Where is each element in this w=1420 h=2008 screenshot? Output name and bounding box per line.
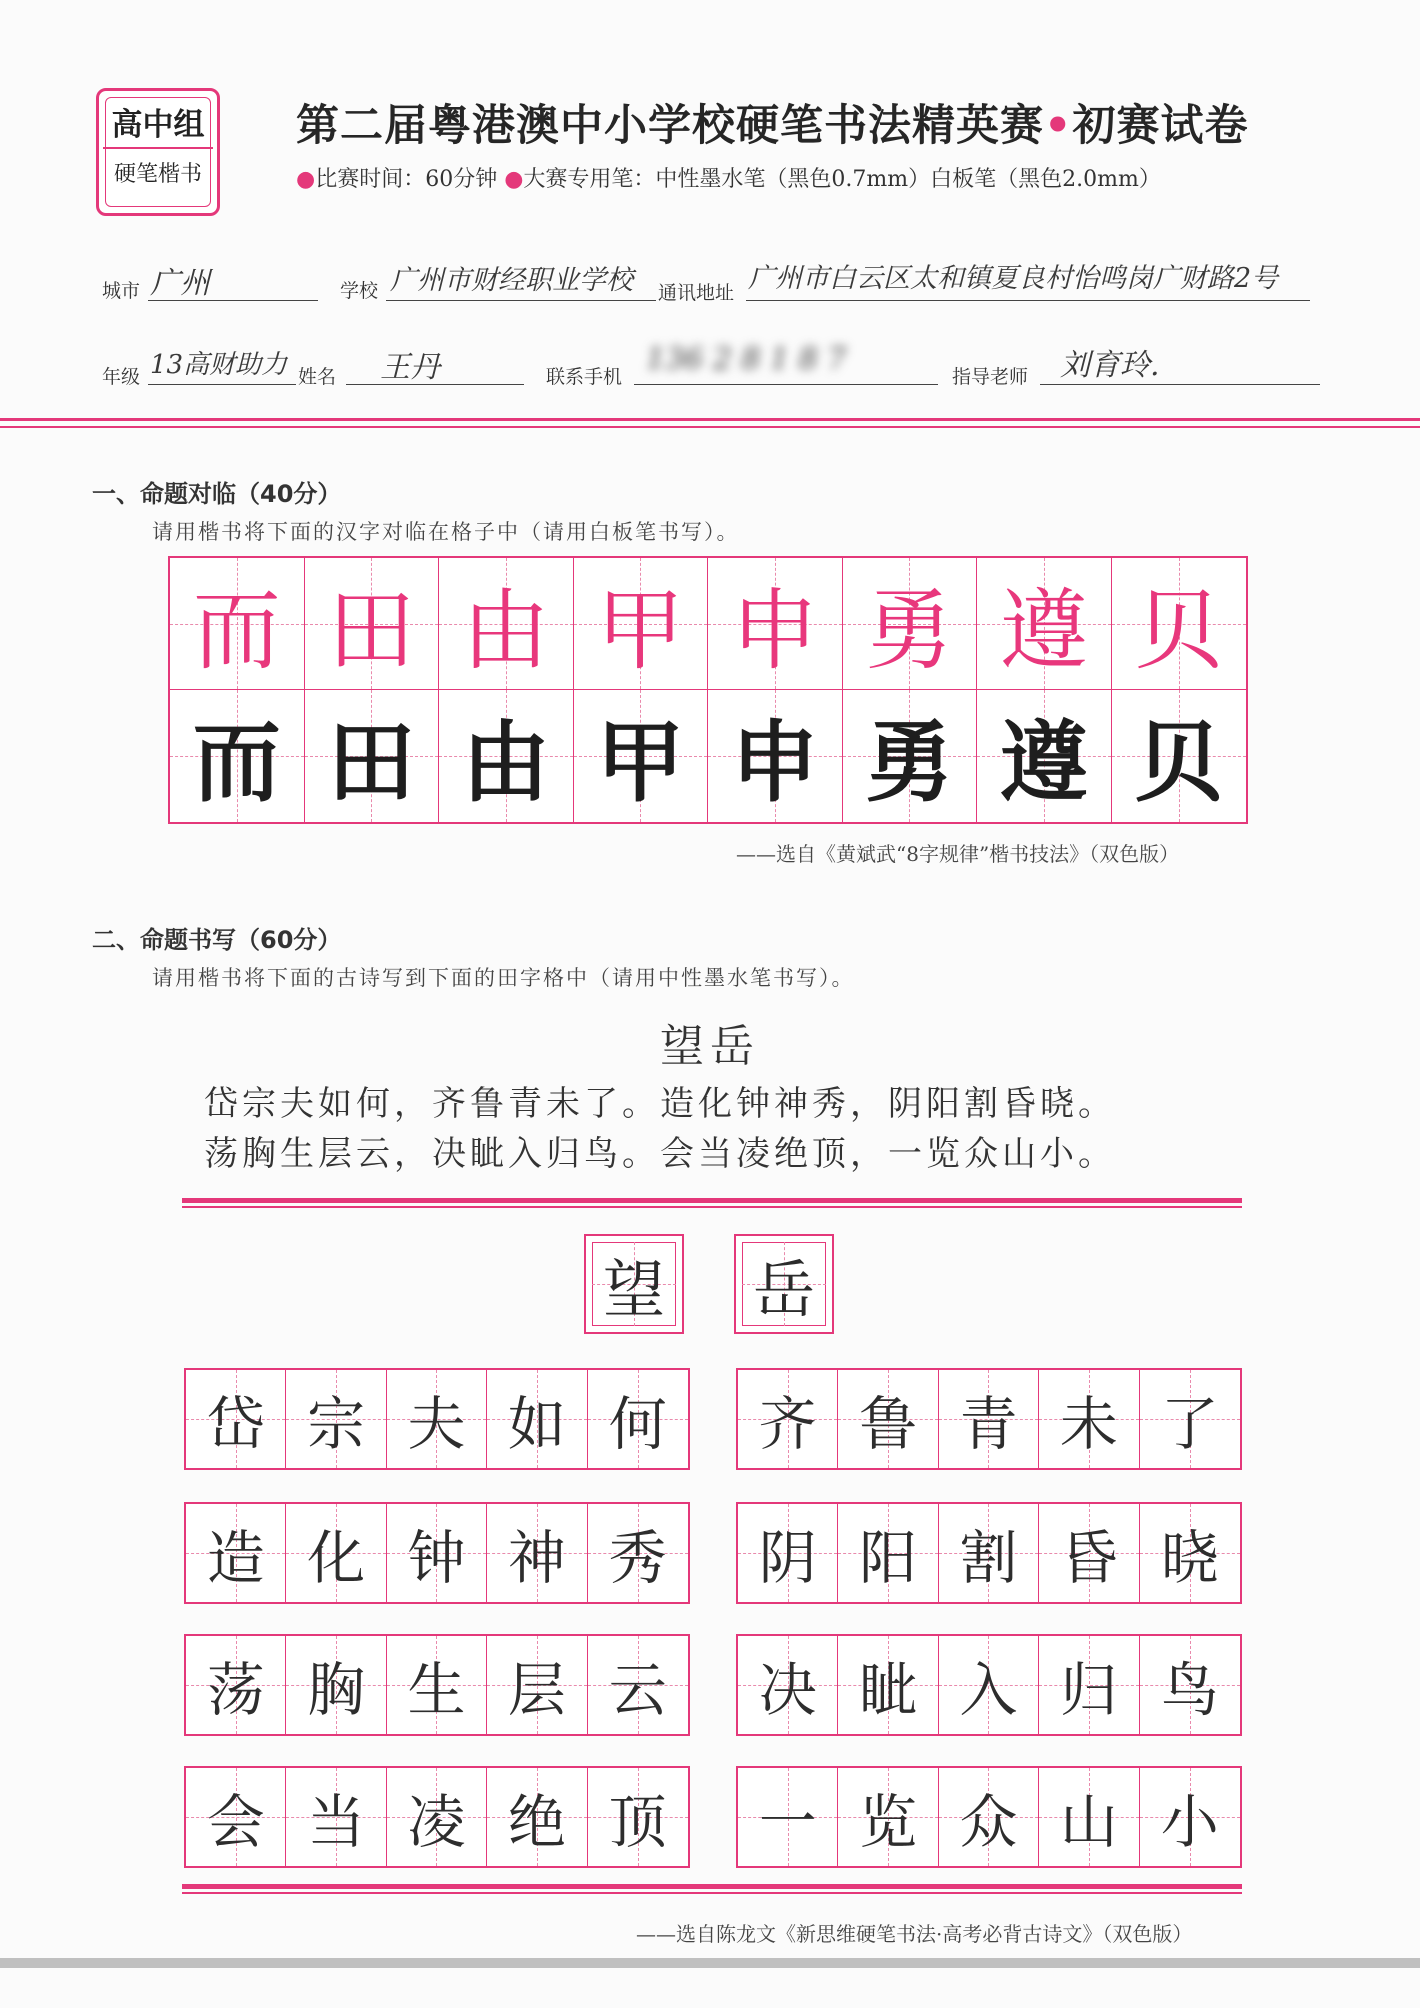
grid-cell[interactable]: [588, 1370, 688, 1468]
grid-cell[interactable]: [487, 1768, 587, 1866]
written-poem-character: 归: [1059, 1656, 1118, 1724]
model-character: 由: [461, 578, 550, 682]
phone-value: 136 2 8 1 8 7: [646, 342, 847, 377]
grid-cell[interactable]: [939, 1504, 1039, 1602]
grid-cell[interactable]: [186, 1768, 286, 1866]
city-label: 城市: [102, 280, 141, 302]
city-value: 广州: [150, 266, 210, 301]
grid-cell[interactable]: [170, 558, 305, 690]
written-poem-character: 胸: [307, 1656, 366, 1724]
grid-cell[interactable]: [439, 690, 574, 822]
grid-cell[interactable]: [487, 1504, 587, 1602]
model-character: 申: [730, 578, 819, 682]
poem-divider-bottom: [182, 1884, 1242, 1894]
grid-cell[interactable]: [977, 690, 1112, 822]
bullet-icon: ●: [504, 167, 524, 192]
badge-group-label: 高中组: [111, 107, 205, 143]
section1-credit: ——选自《黄斌武“8字规律”楷书技法》（双色版）: [736, 842, 1180, 866]
written-poem-character: 小: [1160, 1788, 1219, 1856]
name-value: 王丹: [380, 350, 440, 385]
poem-cell-group: [736, 1766, 1242, 1868]
grid-cell[interactable]: [186, 1370, 286, 1468]
grid-cell[interactable]: [1039, 1636, 1139, 1734]
title-dot: •: [1044, 101, 1073, 151]
written-poem-character: 凌: [407, 1788, 466, 1856]
grid-cell[interactable]: [574, 690, 709, 822]
written-poem-character: 宗: [307, 1390, 366, 1458]
badge-divider: [103, 147, 213, 149]
section2-instruction: 请用楷书将下面的古诗写到下面的田字格中（请用中性墨水笔书写）。: [152, 966, 855, 990]
address-label: 通讯地址: [658, 282, 735, 304]
section2-heading: 二、命题书写（60分）: [92, 926, 342, 954]
poem-cell-group: [184, 1766, 690, 1868]
grid-cell[interactable]: [939, 1636, 1039, 1734]
poem-cell-group: [736, 1368, 1242, 1470]
written-poem-character: 阴: [758, 1524, 817, 1592]
section1-instruction: 请用楷书将下面的汉字对临在格子中（请用白板笔书写）。: [152, 520, 740, 544]
written-poem-character: 秀: [608, 1524, 667, 1592]
grid-cell[interactable]: [186, 1636, 286, 1734]
section2-credit: ——选自陈龙文《新思维硬笔书法·高考必背古诗文》（双色版）: [636, 1922, 1193, 1946]
grid-cell[interactable]: [939, 1768, 1039, 1866]
written-poem-character: 化: [307, 1524, 366, 1592]
grid-cell[interactable]: [1039, 1370, 1139, 1468]
grid-cell[interactable]: [708, 690, 843, 822]
address-value: 广州市白云区太和镇夏良村怡鸣岗广财路2号: [748, 263, 1279, 294]
scan-edge: [0, 1958, 1420, 1968]
grid-cell[interactable]: [1140, 1768, 1240, 1866]
competition-pens: 大赛专用笔：中性墨水笔（黑色0.7mm）白板笔（黑色2.0mm）: [523, 167, 1161, 192]
written-character: 遵: [999, 710, 1088, 814]
grid-cell[interactable]: [387, 1636, 487, 1734]
model-character: 遵: [999, 578, 1088, 682]
written-poem-character: 未: [1059, 1390, 1118, 1458]
written-poem-character: 顶: [608, 1788, 667, 1856]
grid-cell[interactable]: [708, 558, 843, 690]
written-character: 申: [730, 710, 819, 814]
title-main: 第二届粤港澳中小学校硬笔书法精英赛: [296, 101, 1044, 151]
grid-cell[interactable]: [939, 1370, 1039, 1468]
header-divider-thin: [0, 426, 1420, 428]
competition-info: [296, 162, 1161, 193]
poem-cell-group: [736, 1502, 1242, 1604]
grid-cell[interactable]: [738, 1768, 838, 1866]
written-poem-character: 绝: [507, 1788, 566, 1856]
grade-label: 年级: [102, 366, 141, 388]
section1-heading: 一、命题对临（40分）: [92, 480, 342, 508]
grid-cell[interactable]: [1039, 1504, 1139, 1602]
written-poem-character: 神: [507, 1524, 566, 1592]
poem-cell-group: [736, 1634, 1242, 1736]
written-title-character: 望: [602, 1252, 665, 1326]
model-character: 甲: [596, 578, 685, 682]
written-poem-character: 青: [959, 1390, 1018, 1458]
written-poem-character: 层: [507, 1656, 566, 1724]
written-poem-character: 了: [1160, 1390, 1219, 1458]
grid-cell[interactable]: [738, 1636, 838, 1734]
poem-divider-top: [182, 1198, 1242, 1208]
grid-cell[interactable]: [1140, 1504, 1240, 1602]
grid-cell[interactable]: [286, 1636, 386, 1734]
written-poem-character: 荡: [206, 1656, 265, 1724]
grid-cell[interactable]: [387, 1370, 487, 1468]
bullet-icon: ●: [296, 167, 316, 192]
poem-title: 望岳: [660, 1021, 760, 1072]
grid-cell[interactable]: [286, 1504, 386, 1602]
competition-time: 比赛时间：60分钟: [315, 167, 498, 192]
poem-line-1: 岱宗夫如何，齐鲁青未了。造化钟神秀，阴阳割昏晓。: [204, 1084, 1116, 1124]
grid-cell[interactable]: [487, 1370, 587, 1468]
title-stage: 初赛试卷: [1072, 101, 1249, 151]
school-label: 学校: [340, 280, 379, 302]
written-poem-character: 昏: [1059, 1524, 1118, 1592]
grid-cell[interactable]: [843, 558, 978, 690]
written-character: 而: [192, 710, 281, 814]
grid-cell[interactable]: [1039, 1768, 1139, 1866]
grid-cell[interactable]: [1140, 1636, 1240, 1734]
grid-cell[interactable]: [838, 1370, 938, 1468]
grid-cell[interactable]: [387, 1504, 487, 1602]
written-character: 勇: [865, 710, 954, 814]
written-poem-character: 入: [959, 1656, 1018, 1724]
phone-label: 联系手机: [546, 366, 623, 388]
grid-cell[interactable]: [574, 558, 709, 690]
title-box[interactable]: [734, 1234, 834, 1334]
written-poem-character: 钟: [407, 1524, 466, 1592]
grid-cell[interactable]: [843, 690, 978, 822]
grid-cell[interactable]: [487, 1636, 587, 1734]
title-box[interactable]: [584, 1234, 684, 1334]
written-poem-character: 鲁: [859, 1390, 918, 1458]
written-poem-character: 岱: [206, 1390, 265, 1458]
grid-cell[interactable]: [305, 690, 440, 822]
poem-cell-group: [184, 1368, 690, 1470]
model-character: 贝: [1134, 578, 1223, 682]
name-label: 姓名: [298, 366, 337, 388]
written-poem-character: 造: [206, 1524, 265, 1592]
written-poem-character: 何: [608, 1390, 667, 1458]
grid-cell[interactable]: [387, 1768, 487, 1866]
written-poem-character: 夫: [407, 1390, 466, 1458]
group-badge: [96, 88, 220, 216]
teacher-label: 指导老师: [952, 366, 1029, 388]
grid-cell[interactable]: [588, 1504, 688, 1602]
badge-category-label: 硬笔楷书: [113, 162, 202, 187]
written-poem-character: 晓: [1160, 1524, 1219, 1592]
written-poem-character: 鸟: [1160, 1656, 1219, 1724]
grid-cell[interactable]: [838, 1768, 938, 1866]
written-poem-character: 会: [206, 1788, 265, 1856]
model-character: 而: [192, 578, 281, 682]
poem-cell-group: [184, 1634, 690, 1736]
written-poem-character: 如: [507, 1390, 566, 1458]
written-poem-character: 生: [407, 1656, 466, 1724]
written-character: 甲: [596, 710, 685, 814]
written-poem-character: 眦: [859, 1656, 918, 1724]
grid-cell[interactable]: [1140, 1370, 1240, 1468]
grid-cell[interactable]: [1112, 690, 1247, 822]
header-divider: [0, 418, 1420, 421]
grid-cell[interactable]: [170, 690, 305, 822]
written-poem-character: 当: [307, 1788, 366, 1856]
grid-cell[interactable]: [838, 1636, 938, 1734]
written-poem-character: 一: [758, 1788, 817, 1856]
grid-cell[interactable]: [1112, 558, 1247, 690]
written-poem-character: 齐: [758, 1390, 817, 1458]
grid-cell[interactable]: [588, 1636, 688, 1734]
poem-cell-group: [184, 1502, 690, 1604]
grid-cell[interactable]: [738, 1504, 838, 1602]
written-poem-character: 云: [608, 1656, 667, 1724]
copy-practice-grid: [168, 556, 1248, 824]
grid-cell[interactable]: [838, 1504, 938, 1602]
grid-cell[interactable]: [305, 558, 440, 690]
grid-cell[interactable]: [186, 1504, 286, 1602]
written-poem-character: 割: [959, 1524, 1018, 1592]
page-title: [296, 92, 1248, 153]
grade-value: 13高财助力: [150, 350, 288, 380]
written-character: 贝: [1134, 710, 1223, 814]
written-poem-character: 览: [859, 1788, 918, 1856]
written-character: 由: [461, 710, 550, 814]
teacher-value: 刘育玲.: [1060, 348, 1160, 383]
model-character: 勇: [865, 578, 954, 682]
written-character: 田: [327, 710, 416, 814]
grid-cell[interactable]: [588, 1768, 688, 1866]
school-value: 广州市财经职业学校: [390, 265, 633, 296]
written-poem-character: 阳: [859, 1524, 918, 1592]
grid-cell[interactable]: [439, 558, 574, 690]
grid-cell[interactable]: [738, 1370, 838, 1468]
grid-cell[interactable]: [286, 1768, 386, 1866]
grid-cell[interactable]: [286, 1370, 386, 1468]
model-character: 田: [327, 578, 416, 682]
written-poem-character: 山: [1059, 1788, 1118, 1856]
written-poem-character: 决: [758, 1656, 817, 1724]
written-poem-character: 众: [959, 1788, 1018, 1856]
grid-cell[interactable]: [977, 558, 1112, 690]
poem-line-2: 荡胸生层云，决眦入归鸟。会当凌绝顶，一览众山小。: [204, 1134, 1116, 1174]
written-title-character: 岳: [752, 1252, 815, 1326]
